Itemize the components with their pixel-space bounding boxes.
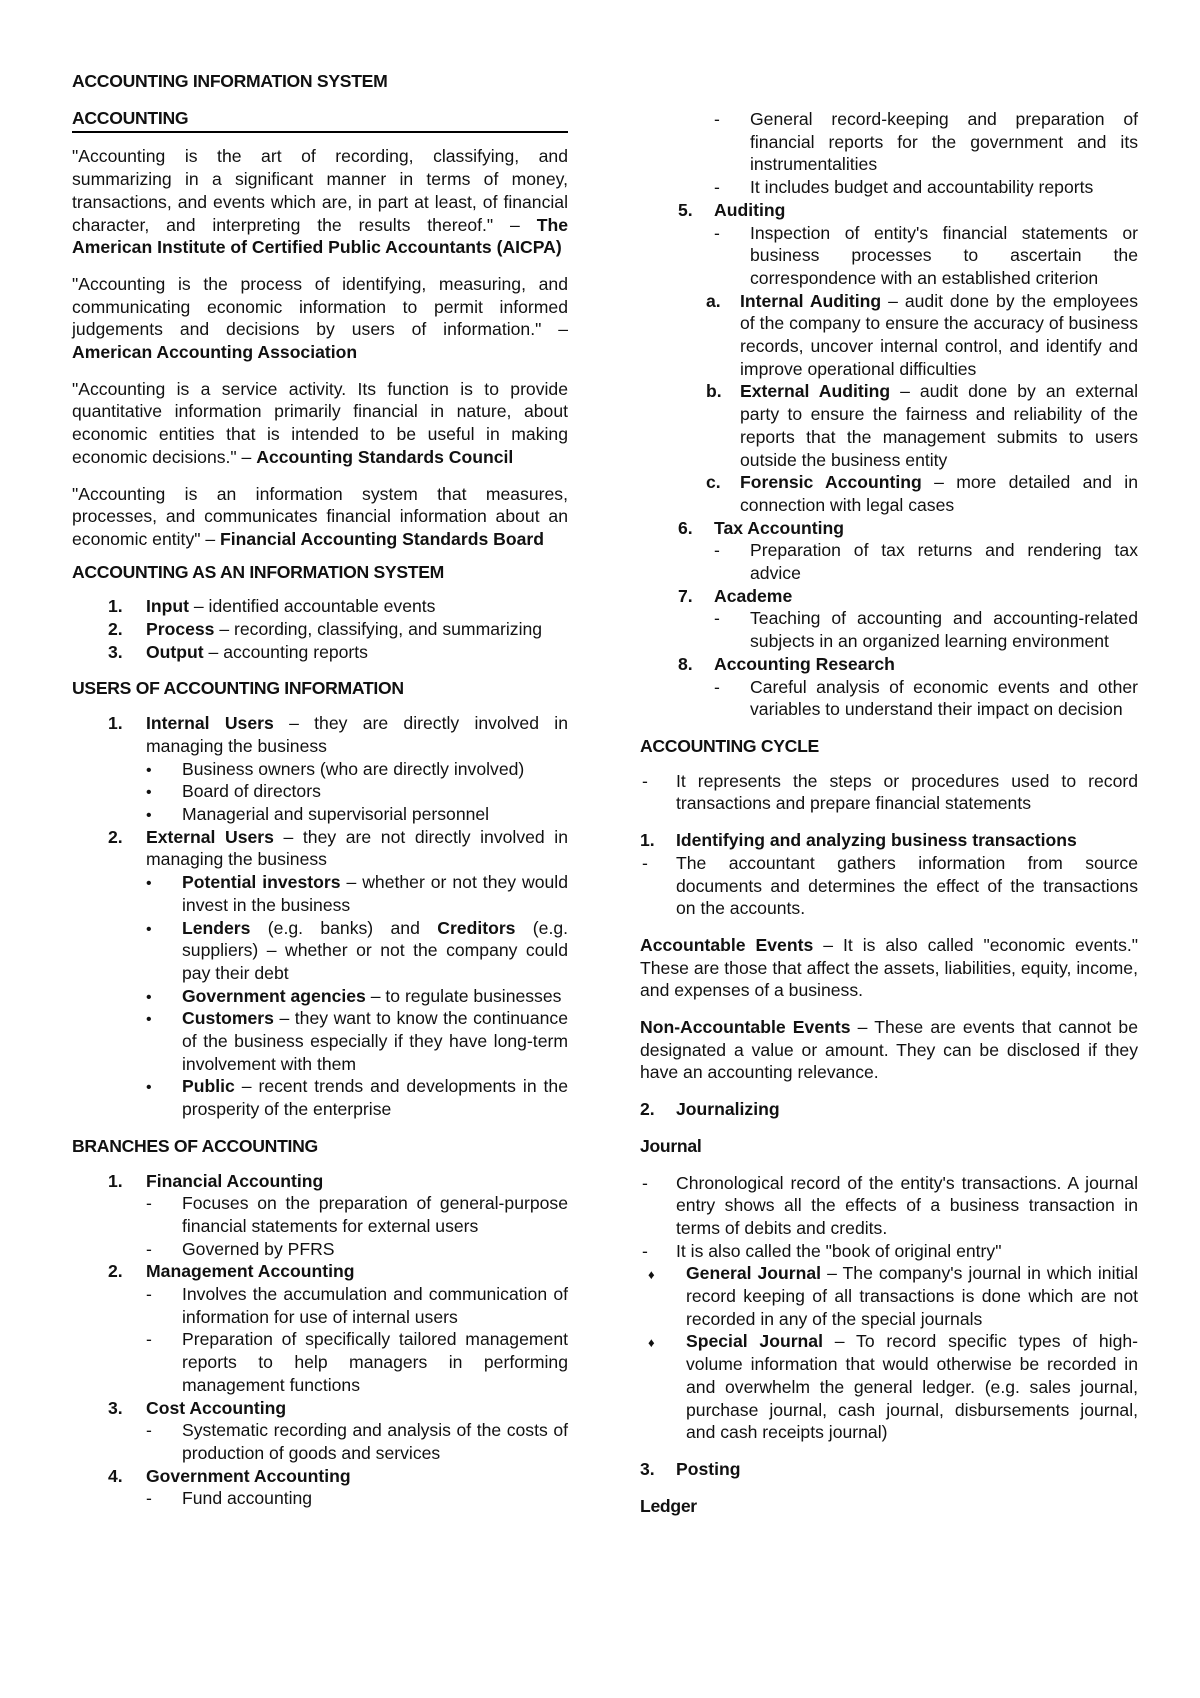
definition-source: American Accounting Association [72, 342, 358, 363]
bullet-text: – whether or not they would invest in the business [182, 872, 568, 915]
list-item [146, 780, 568, 803]
bullet-icon [146, 917, 176, 942]
definition-aaa [72, 273, 568, 364]
definition-asc [72, 378, 568, 469]
dash-icon [714, 108, 744, 131]
list-item [714, 108, 1138, 176]
point-text: Focuses on the preparation of general-purpose financial statements for external users [182, 1193, 568, 1236]
bullet-icon [146, 985, 176, 1010]
list-item [146, 1007, 568, 1075]
item-desc: – more detailed and in connection with legal cases [740, 472, 1138, 515]
bullet-text: – to regulate businesses [365, 985, 562, 1006]
bullet-text: (e.g. suppliers) – whether or not the company could pay their debt [182, 917, 569, 983]
item-number: 1. [108, 713, 123, 734]
step-1-points [640, 852, 1138, 920]
item-desc: – audit done by the employees of the company to ensure the accuracy of business records, uncover internal control, and identify and improve operational difficulties [740, 290, 1139, 379]
item-desc: – they are directly involved in managing the business [146, 713, 568, 756]
bullet-text: – recent trends and developments in the prosperity of the enterprise [182, 1076, 568, 1120]
point-text: Preparation of tax returns and rendering tax advice [750, 540, 1138, 584]
dash-list [146, 1283, 568, 1397]
journal-types [640, 1262, 1138, 1444]
point-text: General record-keeping and preparation of financial reports for the government and its instrumentalities [750, 109, 1138, 175]
list-item [640, 852, 1138, 920]
dash-icon [146, 1238, 176, 1261]
item-term: Tax Accounting [714, 517, 845, 538]
dash-icon [714, 676, 744, 699]
dash-icon [714, 539, 744, 562]
item-number: 7. [678, 585, 693, 606]
item-term: Management Accounting [146, 1261, 355, 1282]
list-item-internal-users [72, 712, 568, 826]
step-title: Identifying and analyzing business transactions [676, 830, 1077, 851]
point-text: The accountant gathers information from source documents and determines the effect of the transactions on the accounts. [676, 852, 1138, 919]
dash-list [714, 222, 1138, 290]
list-item [714, 222, 1138, 290]
heading-journal: Journal [640, 1135, 702, 1156]
list-item [604, 290, 1138, 381]
list-item [640, 829, 1138, 852]
bullet-term: Public [182, 1076, 235, 1097]
item-term: Academe [714, 585, 793, 606]
dash-list [714, 607, 1138, 652]
list-item [714, 607, 1138, 652]
item-desc: – audit done by an external party to ensure the fairness and reliability of the reports that the management submits to users outside the business entity [740, 381, 1138, 470]
item-number: 8. [678, 653, 693, 674]
item-term: Financial Accounting [146, 1170, 324, 1191]
item-number: 4. [108, 1465, 123, 1486]
bullet-text: – they want to know the continuance of the business especially if they have long-term involvement with them [182, 1008, 568, 1074]
list-item [146, 758, 568, 781]
definition-quote: "Accounting is the process of identifying, measuring, and communicating economic information to permit informed judgements and decisions by users of information." – [72, 273, 568, 340]
item-number: 3. [108, 1397, 123, 1418]
heading-accounting-cycle: ACCOUNTING CYCLE [640, 735, 819, 756]
list-item [146, 1487, 568, 1510]
list-item [146, 1419, 568, 1464]
dash-icon [146, 1283, 176, 1306]
item-desc: – accounting reports [203, 641, 368, 662]
diamond-bullet-icon [648, 1330, 655, 1355]
journal-points [640, 1172, 1138, 1263]
item-number: 1. [108, 1170, 123, 1191]
item-term: External Auditing [740, 381, 891, 402]
list-item-government-continued [604, 108, 1138, 199]
list-item [146, 917, 568, 985]
internal-users-bullets [146, 758, 568, 826]
dash-icon [146, 1419, 176, 1442]
point-text: Careful analysis of economic events and other variables to understand their impact on decision [750, 676, 1138, 720]
list-item-government-accounting [72, 1465, 568, 1510]
point-text: Involves the accumulation and communication of information for use of internal users [182, 1284, 568, 1327]
dash-icon [714, 176, 744, 199]
item-number: 2. [108, 1261, 123, 1282]
dash-icon [146, 1192, 176, 1215]
point-text: Fund accounting [182, 1488, 313, 1509]
branches-list-left [72, 1170, 568, 1511]
list-item [72, 595, 568, 618]
list-item [640, 770, 1138, 815]
list-item [72, 641, 568, 664]
point-text: It is also called the "book of original entry" [676, 1240, 1002, 1261]
definition-quote: "Accounting is an information system that measures, processes, and communicates financial information about an economic entity" – [72, 483, 568, 549]
item-term: Auditing [714, 199, 786, 220]
point-text: Teaching of accounting and accounting-related subjects in an organized learning environment [750, 608, 1138, 652]
dash-icon [714, 607, 744, 630]
term-desc: – To record specific types of high-volume information that would otherwise be recorded in and overwhelm the general ledger. (e.g. sales journal, purchase journal, cash journal, disbursements journal, and cash receipts journal) [686, 1331, 1138, 1443]
cycle-step-2 [640, 1098, 1138, 1121]
definition-fasb [72, 483, 568, 551]
dash-icon [714, 222, 744, 245]
item-number: 5. [678, 199, 693, 220]
term-desc: – It is also called "economic events." These are those that affect the assets, liabilities, equity, income, and expenses of a business. [640, 934, 1138, 1001]
bullet-text: (e.g. banks) and [250, 917, 438, 938]
point-text: Systematic recording and analysis of the costs of production of goods and services [182, 1420, 568, 1463]
bullet-term: Customers [182, 1008, 274, 1029]
list-item [640, 1262, 1138, 1330]
cycle-intro: It represents the steps or procedures used to record transactions and prepare financial statements [676, 770, 1138, 814]
branches-list-right [604, 108, 1138, 721]
list-item-external-users [72, 826, 568, 1121]
diamond-bullet-icon [648, 1262, 655, 1287]
list-item [146, 1238, 568, 1261]
definition-aicpa [72, 145, 568, 259]
bullet-icon [146, 758, 176, 783]
item-term: Government Accounting [146, 1465, 351, 1486]
item-letter: c. [706, 472, 721, 493]
term: Non-Accountable Events [640, 1017, 851, 1038]
list-item [146, 1192, 568, 1237]
item-number: 2. [108, 826, 123, 847]
cycle-step-3 [640, 1458, 1138, 1481]
term-desc: – The company's journal in which initial record keeping of all transactions is done which are not recorded in any of the special journals [686, 1263, 1138, 1329]
item-letter: a. [706, 290, 721, 311]
dash-icon [642, 770, 648, 793]
point-text: Chronological record of the entity's transactions. A journal entry shows all the effects of a business transaction in terms of debits and credits. [676, 1172, 1138, 1238]
heading-ledger: Ledger [640, 1495, 697, 1516]
heading-ais: ACCOUNTING AS AN INFORMATION SYSTEM [72, 561, 444, 582]
point-text: Governed by PFRS [182, 1238, 335, 1259]
list-item [640, 1240, 1138, 1263]
definition-source: Financial Accounting Standards Board [220, 528, 544, 549]
list-item [604, 380, 1138, 471]
list-item [604, 471, 1138, 516]
bullet-term: Potential investors [182, 872, 341, 893]
dash-icon [642, 852, 648, 875]
term-desc: – These are events that cannot be designated a value or amount. They can be disclosed if they have an accounting relevance. [640, 1017, 1138, 1083]
document-title: ACCOUNTING INFORMATION SYSTEM [72, 71, 388, 91]
list-item [146, 1283, 568, 1328]
list-item [640, 1172, 1138, 1240]
external-users-bullets [146, 871, 568, 1121]
item-number: 3. [640, 1458, 655, 1479]
dash-icon [642, 1240, 648, 1263]
heading-branches: BRANCHES OF ACCOUNTING [72, 1135, 318, 1156]
item-term: Process [146, 619, 215, 640]
step-title: Posting [676, 1458, 741, 1479]
dash-list [146, 1192, 568, 1260]
left-column [72, 70, 568, 1510]
point-text: Inspection of entity's financial statements or business processes to ascertain the correspondence with an established criterion [750, 222, 1138, 288]
list-item [146, 1075, 568, 1120]
dash-list [714, 676, 1138, 721]
definition-quote: "Accounting is a service activity. Its function is to provide quantitative information primarily financial in nature, about economic entities that is intended to be useful in making economic decisions." – [72, 378, 568, 467]
definition-source: Accounting Standards Council [256, 446, 514, 467]
auditing-sub-list [604, 290, 1138, 517]
item-number: 3. [108, 641, 123, 662]
item-term: Accounting Research [714, 653, 895, 674]
list-item [640, 1458, 1138, 1481]
item-letter: b. [706, 381, 722, 402]
bullet-text: Board of directors [182, 781, 321, 802]
list-item [146, 871, 568, 916]
item-term: Forensic Accounting [740, 472, 922, 493]
item-number: 2. [640, 1099, 655, 1120]
list-item-management-accounting [72, 1260, 568, 1396]
item-number: 1. [640, 830, 655, 851]
list-item-accounting-research [604, 653, 1138, 721]
right-column [640, 108, 1138, 1517]
accountable-events [640, 934, 1138, 1002]
item-number: 2. [108, 619, 123, 640]
list-item-tax-accounting [604, 517, 1138, 585]
bullet-icon [146, 780, 176, 805]
bullet-term: Government agencies [182, 985, 366, 1006]
point-text: Preparation of specifically tailored management reports to help managers in performing management functions [182, 1329, 568, 1395]
cycle-step-1 [640, 829, 1138, 852]
list-item [714, 676, 1138, 721]
bullet-term: Lenders [182, 917, 251, 938]
list-item [640, 1330, 1138, 1444]
dash-icon [146, 1328, 176, 1351]
list-item [146, 1328, 568, 1396]
term: General Journal [686, 1263, 822, 1284]
dash-list [714, 539, 1138, 584]
heading-accounting: ACCOUNTING [72, 107, 568, 134]
dash-list [146, 1487, 568, 1510]
item-term: Internal Auditing [740, 290, 882, 311]
item-desc: – identified accountable events [189, 596, 436, 617]
ais-list [72, 595, 568, 663]
heading-users: USERS OF ACCOUNTING INFORMATION [72, 678, 404, 699]
item-term: Cost Accounting [146, 1397, 287, 1418]
item-number: 1. [108, 596, 123, 617]
list-item [640, 1098, 1138, 1121]
bullet-term: Creditors [437, 917, 516, 938]
item-term: Internal Users [146, 713, 274, 734]
dash-list [714, 108, 1138, 199]
bullet-text: Managerial and supervisorial personnel [182, 803, 490, 824]
list-item [714, 539, 1138, 584]
non-accountable-events [640, 1016, 1138, 1084]
bullet-icon [146, 1075, 176, 1100]
list-item-financial-accounting [72, 1170, 568, 1261]
bullet-icon [146, 1007, 176, 1032]
list-item [714, 176, 1138, 199]
users-list [72, 712, 568, 1121]
term: Accountable Events [640, 934, 814, 955]
definition-source: The American Institute of Certified Public Accountants (AICPA) [72, 214, 568, 258]
list-item-auditing [604, 199, 1138, 517]
list-item [146, 985, 568, 1008]
bullet-icon [146, 803, 176, 828]
dash-icon [146, 1487, 176, 1510]
item-number: 6. [678, 517, 693, 538]
term: Special Journal [686, 1331, 823, 1352]
list-item-cost-accounting [72, 1397, 568, 1465]
bullet-text: Business owners (who are directly involved) [182, 758, 525, 779]
item-term: Output [146, 641, 204, 662]
dash-list [146, 1419, 568, 1464]
step-title: Journalizing [676, 1099, 780, 1120]
item-desc: – recording, classifying, and summarizing [214, 619, 543, 640]
bullet-icon [146, 871, 176, 896]
list-item [72, 618, 568, 641]
definition-quote: "Accounting is the art of recording, classifying, and summarizing in a significant manner in terms of money, transactions, and events which are, in part at least, of financial character, and interpreting the results thereof." – [72, 146, 568, 235]
item-desc: – they are not directly involved in managing the business [146, 826, 568, 870]
list-item-academe [604, 585, 1138, 653]
item-term: Input [146, 596, 189, 617]
cycle-intro-list [640, 770, 1138, 815]
point-text: It includes budget and accountability reports [750, 177, 1094, 198]
item-term: External Users [146, 826, 274, 847]
list-item [146, 803, 568, 826]
dash-icon [642, 1172, 648, 1195]
